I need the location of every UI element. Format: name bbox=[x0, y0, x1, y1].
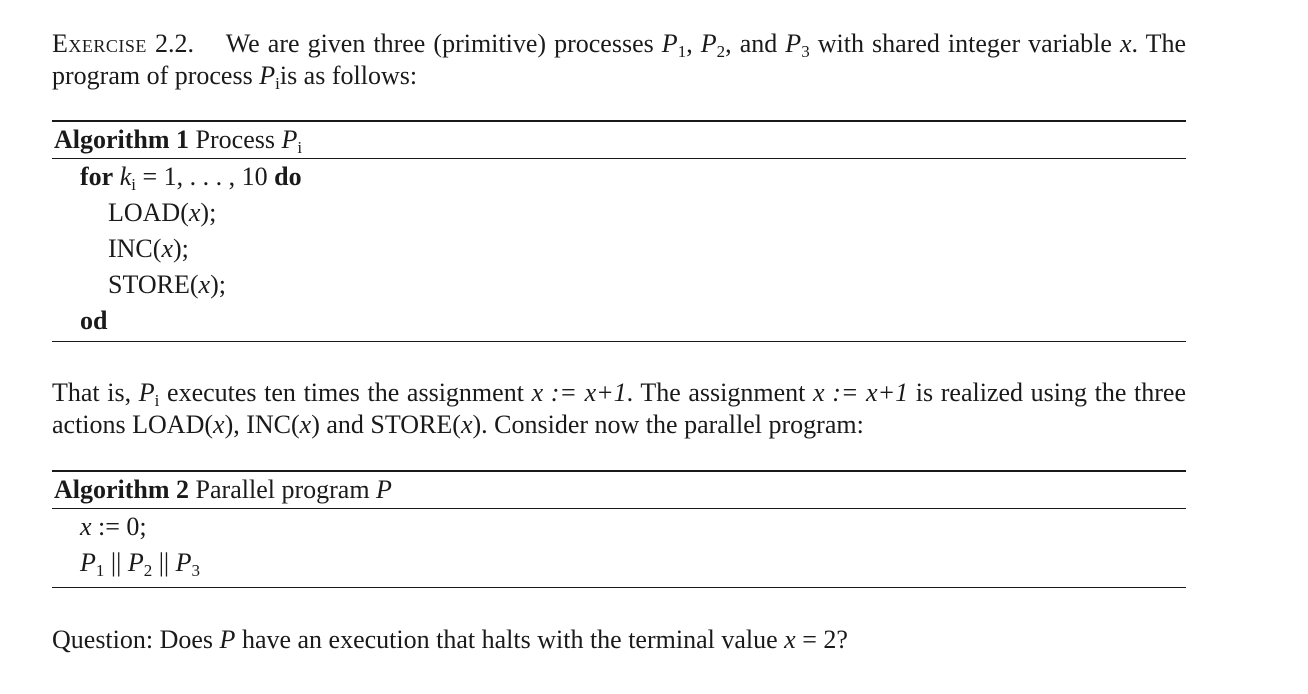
algorithm-2-box bbox=[52, 470, 1186, 588]
algorithm-1-store-line: STORE(x); bbox=[108, 270, 226, 299]
algorithm-1-caption: Algorithm 1 Process $P_i$ bbox=[54, 125, 303, 157]
algorithm-2-body bbox=[52, 509, 1186, 581]
algorithm-1-box bbox=[52, 120, 1186, 342]
algorithm-1-body bbox=[52, 159, 1186, 339]
algorithm-1-od-line: od bbox=[80, 306, 108, 335]
algorithm-2-parallel-line: $P_1$ || $P_2$ || $P_3$ bbox=[80, 548, 201, 580]
algorithm-2-bottom-rule bbox=[52, 587, 1186, 588]
algorithm-1-inc-line: INC(x); bbox=[108, 234, 189, 263]
algorithm-2-caption: Algorithm 2 Parallel program P bbox=[54, 475, 392, 504]
algorithm-1-bottom-rule bbox=[52, 341, 1186, 342]
exercise-text: We are given three (primitive) processes bbox=[225, 29, 654, 58]
explanation-paragraph: That is, $P_i$ executes ten times the assignment x := x+1. The assignment x := x+1 is realized using the three actions LOAD(x), INC(x) and STORE(x). Consider now the parallel program: bbox=[52, 378, 1186, 439]
question-paragraph: Question: Does P have an execution that halts with the terminal value x = 2? bbox=[52, 625, 848, 654]
exercise-paragraph: Exercise 2.2. We are given three (primitive) processes $P_1$, $P_2$, and $P_3$ with shared integer variable x. The program of process $P_iis$ as follows: bbox=[52, 29, 1187, 93]
algorithm-2-assign-line: x := 0; bbox=[80, 512, 147, 541]
exercise-label: Exercise bbox=[52, 29, 147, 58]
exercise-number: 2.2. bbox=[154, 29, 194, 58]
algorithm-1-load-line: LOAD(x); bbox=[108, 198, 217, 227]
algorithm-1-for-line: for $k_i = 1$, . . . , 10 do bbox=[80, 162, 302, 194]
